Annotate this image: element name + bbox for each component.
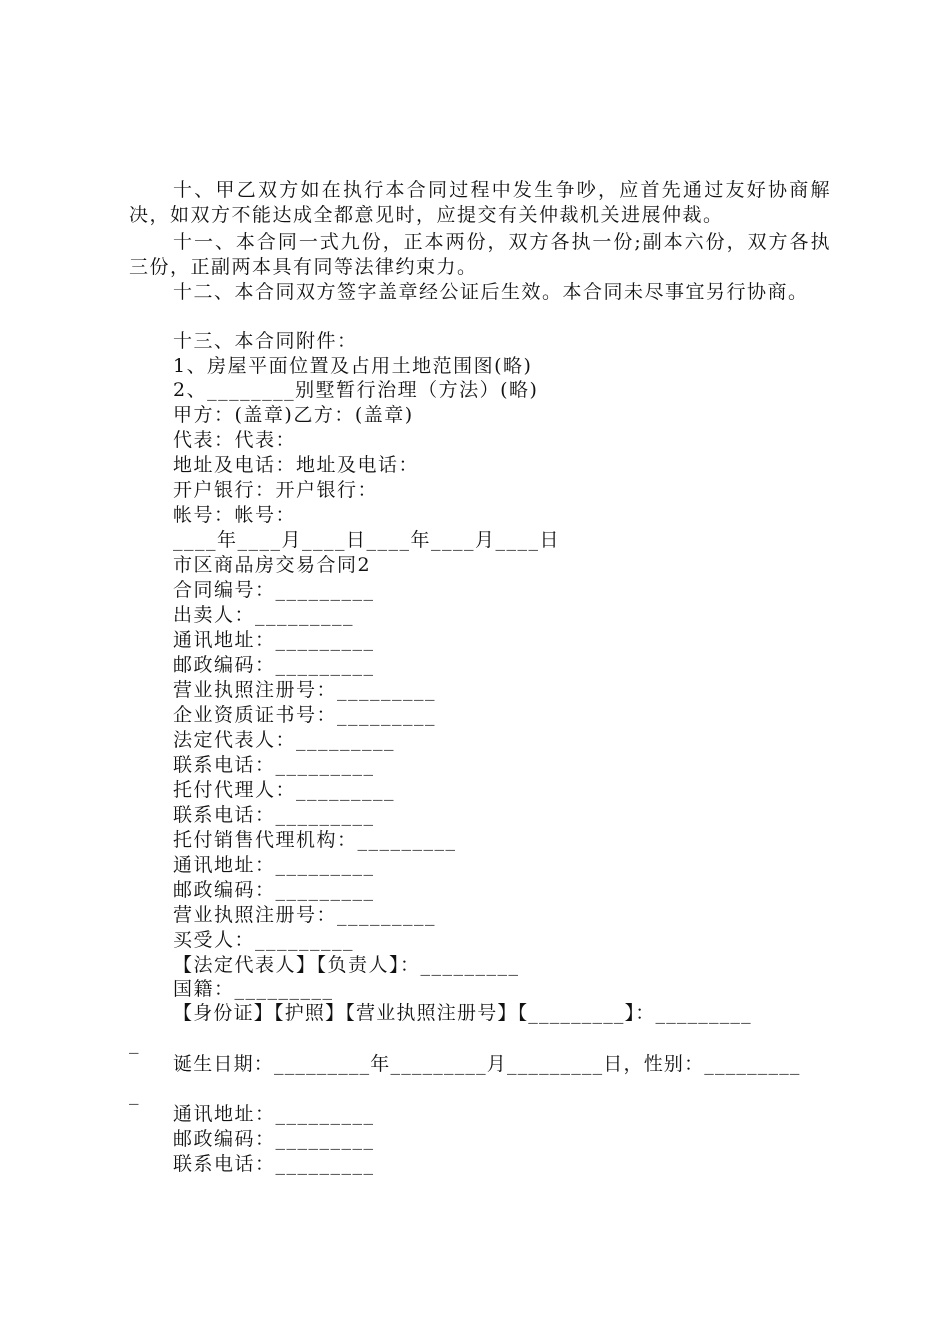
field-contract-number: 合同编号：_________: [173, 579, 375, 601]
bank-line: 开户银行：开户银行：: [173, 479, 379, 501]
field-agency-address: 通讯地址：_________: [173, 854, 375, 876]
party-seal-line: 甲方：(盖章)乙方：(盖章): [173, 404, 414, 426]
field-agent-phone: 联系电话：_________: [173, 804, 375, 826]
date-line: ____年____月____日____年____月____日: [173, 529, 561, 551]
wrap-underscore-1: _: [129, 1032, 139, 1054]
field-qualification-cert: 企业资质证书号：_________: [173, 704, 437, 726]
field-legal-representative: 法定代表人：_________: [173, 729, 396, 751]
field-buyer: 买受人：_________: [173, 929, 355, 951]
attachment-1: 1、房屋平面位置及占用土地范围图(略): [173, 355, 533, 377]
field-sales-agency: 托付销售代理机构：_________: [173, 829, 457, 851]
attachment-2: 2、________别墅暂行治理（方法）(略): [173, 379, 539, 401]
wrap-underscore-2: _: [129, 1083, 139, 1105]
address-phone-line: 地址及电话：地址及电话：: [173, 454, 420, 476]
section-title-contract-2: 市区商品房交易合同2: [173, 554, 372, 576]
field-seller-postcode: 邮政编码：_________: [173, 654, 375, 676]
field-business-license: 营业执照注册号：_________: [173, 679, 437, 701]
field-buyer-phone: 联系电话：_________: [173, 1153, 375, 1175]
field-birth-date-gender: 诞生日期：_________年_________月_________日，性别：_________: [173, 1053, 801, 1075]
field-agency-postcode: 邮政编码：_________: [173, 879, 375, 901]
clause-11: 十一、本合同一式九份，正本两份，双方各执一份;副本六份，双方各执三份，正副两本具有同等法律约束力。: [129, 231, 831, 278]
field-seller-phone: 联系电话：_________: [173, 754, 375, 776]
representative-line: 代表：代表：: [173, 429, 297, 451]
clause-13-title: 十三、本合同附件：: [173, 330, 358, 352]
field-buyer-representative: 【法定代表人】【负责人】：_________: [173, 954, 520, 976]
field-seller-address: 通讯地址：_________: [173, 629, 375, 651]
field-id-documents: 【身份证】【护照】【营业执照注册号】【_________】：_________: [173, 1002, 752, 1024]
clause-10: 十、甲乙双方如在执行本合同过程中发生争吵，应首先通过友好协商解决，如双方不能达成全都意见时，应提交有关仲裁机关进展仲裁。: [129, 179, 831, 226]
field-entrusted-agent: 托付代理人：_________: [173, 779, 396, 801]
clause-12: 十二、本合同双方签字盖章经公证后生效。本合同未尽事宜另行协商。: [173, 281, 809, 303]
field-buyer-address: 通讯地址：_________: [173, 1103, 375, 1125]
field-seller: 出卖人：_________: [173, 604, 355, 626]
field-nationality: 国籍：_________: [173, 978, 334, 1000]
account-line: 帐号：帐号：: [173, 504, 297, 526]
field-buyer-postcode: 邮政编码：_________: [173, 1128, 375, 1150]
field-agency-license: 营业执照注册号：_________: [173, 904, 437, 926]
